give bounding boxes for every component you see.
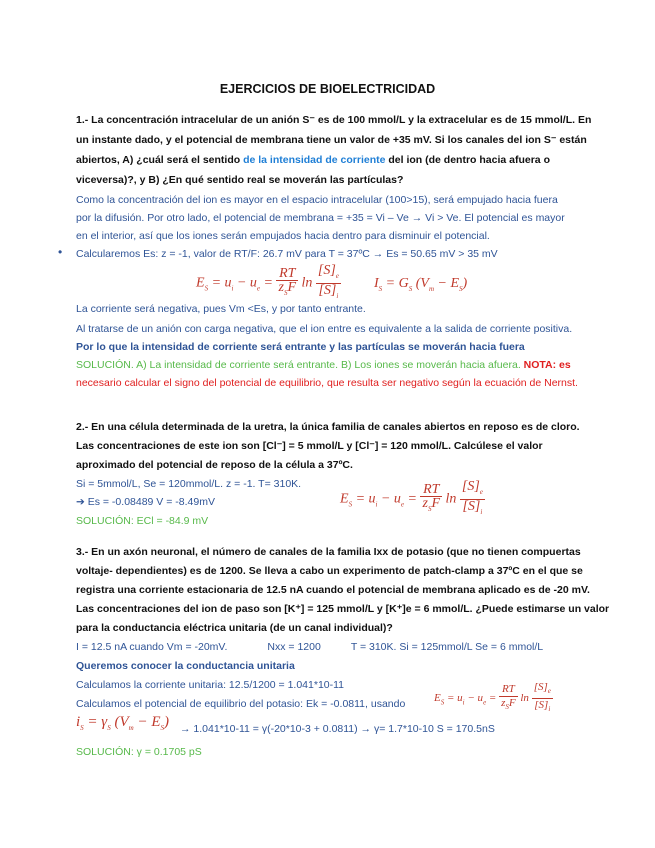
p1-solution-line-1: SOLUCIÓN. A) La intensidad de corriente será entrante. B) Los iones se moverán hacia afuera. NOTA: es: [76, 359, 571, 371]
nernst-equation-3: $E_S = u_i - u_e$ = $\frac{RT}{z_SF}$ ln $\frac{[S]_e}{[S]_i}$: [434, 681, 551, 714]
p1-statement-line-2: un instante dado, y el potencial de membrana tiene un valor de +35 mV. Si los canales del ion S⁻ están: [76, 134, 587, 146]
p2-statement-line-1: 2.- En una célula determinada de la uretra, la única familia de canales abiertos en reposo es de cloro.: [76, 421, 580, 433]
p1-answer-line-5: Al tratarse de un anión con carga negativa, que el ion entre es equivalente a la salida de corriente positiva.: [76, 323, 573, 335]
p1-calc-line: Calcularemos Es: z = -1, valor de RT/F: 26.7 mV para T = 37ºC → Es = 50.65 mV > 35 mV: [76, 248, 498, 260]
p1-solution-line-2: necesario calcular el signo del potencial de equilibrio, que resulta ser negativo según la ecuación de Nernst.: [76, 377, 578, 389]
p2-result-line: ➔ Es = -0.08489 V = -8.49mV: [76, 496, 215, 508]
p1-statement-line-4: viceversa)?, y B) ¿En qué sentido real se moverán las partículas?: [76, 174, 404, 186]
p3-data-line: I = 12.5 nA cuando Vm = -20mV. Nxx = 1200 T = 310K. Si = 125mmol/L Se = 6 mmol/L: [76, 641, 544, 653]
p1-answer-line-4: La corriente será negativa, pues Vm <Es, y por tanto entrante.: [76, 303, 366, 315]
p2-statement-line-3: aproximado del potencial de reposo de la célula a 37ºC.: [76, 459, 353, 471]
current-equation-1: $I_S = G_S$ $(V_m - E_S)$: [374, 276, 468, 293]
p1-statement-line-1: 1.- La concentración intracelular de un anión S⁻ es de 100 mmol/L y la extracelular es de 15 mmol/L. En: [76, 114, 592, 126]
p3-goal-line: Queremos conocer la conductancia unitaria: [76, 660, 295, 672]
p1-answer-line-6: Por lo que la intensidad de corriente será entrante y las partículas se moverán hacia fuera: [76, 341, 525, 353]
p3-unitary-current-line: Calculamos la corriente unitaria: 12.5/1200 = 1.041*10-11: [76, 679, 345, 691]
p3-conductance-calc-line: → 1.041*10-11 = γ(-20*10-3 + 0.0811) → γ= 1.7*10-10 S = 170.5nS: [180, 723, 495, 735]
bullet-point: •: [58, 245, 63, 259]
p1-answer-line-2: por la difusión. Por otro lado, el potencial de membrana = +35 = Vi – Ve → Vi > Ve. El potencial es mayor: [76, 212, 565, 224]
p2-solution-line: SOLUCIÓN: ECl = -84.9 mV: [76, 515, 209, 527]
p3-statement-line-3: registra una corriente estacionaria de 12.5 nA cuando el potencial de membrana aplicado es de -20 mV.: [76, 584, 590, 596]
p2-data-line: Si = 5mmol/L, Se = 120mmol/L. z = -1. T= 310K.: [76, 478, 302, 490]
page-title: EJERCICIOS DE BIOELECTRICIDAD: [219, 82, 436, 96]
p3-statement-line-5: para la conductancia eléctrica unitaria (de un canal individual)?: [76, 622, 393, 634]
nernst-equation-2: $E_S = u_i - u_e$ = $\frac{RT}{z_SF}$ ln $\frac{[S]_e}{[S]_i}$: [340, 479, 483, 516]
p1-answer-line-1: Como la concentración del ion es mayor en el espacio intracelular (100>15), será empujado hacia fuera: [76, 194, 558, 206]
p1-statement-line-3: abiertos, A) ¿cuál será el sentido de la intensidad de corriente del ion (de dentro hacia afuera o: [76, 154, 550, 166]
p1-answer-line-3: en el interior, así que los iones serán empujados hacia dentro para disminuir el potencial.: [76, 230, 490, 242]
p3-statement-line-2: voltaje- dependientes) es de 1200. Se lleva a cabo un experimento de patch-clamp a 37ºC en el que se: [76, 565, 583, 577]
p3-statement-line-4: Las concentraciones del ion de paso son [K⁺] = 125 mmol/L y [K⁺]e = 6 mmol/L. ¿Puede estimarse un valor: [76, 603, 610, 615]
p1-highlight-intensity: de la intensidad de corriente: [243, 154, 386, 166]
p2-statement-line-2: Las concentraciones de este ion son [Cl⁻] = 5 mmol/L y [Cl⁻] = 120 mmol/L. Calcúlese el valor: [76, 440, 543, 452]
p3-solution-line: SOLUCIÓN: γ = 0.1705 pS: [76, 746, 202, 758]
nernst-equation-1: $E_S = u_i - u_e$ = $\frac{RT}{z_SF}$ ln $\frac{[S]_e}{[S]_i}$: [196, 263, 339, 300]
p3-equilibrium-line: Calculamos el potencial de equilibrio del potasio: Ek = -0.0811, usando: [76, 698, 406, 710]
p3-statement-line-1: 3.- En un axón neuronal, el número de canales de la familia Ixx de potasio (que no tienen compuertas: [76, 546, 581, 558]
unitary-current-equation: $i_S = \gamma_S$ $(V_m - E_S)$: [76, 714, 169, 732]
